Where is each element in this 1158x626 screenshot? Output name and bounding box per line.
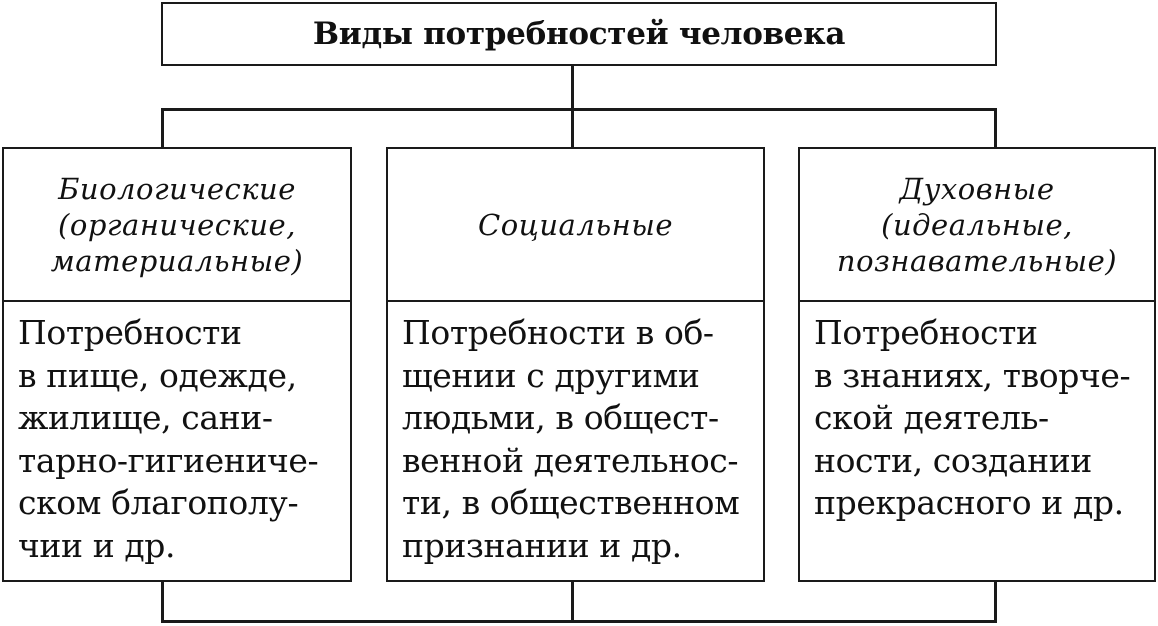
connector-left-drop — [161, 108, 164, 148]
category-biological-heading-line: Биологические — [58, 171, 296, 206]
category-social-heading-line: Социальные — [478, 207, 673, 242]
connector-bottom-middle-stem — [571, 580, 574, 622]
category-social-description-line: Потребности в об- — [402, 313, 714, 352]
diagram-title: Виды потребностей человека — [312, 16, 846, 52]
category-biological-description-line: тарно-гигиениче- — [18, 440, 319, 480]
category-spiritual-description-line: ности, создании — [814, 440, 1092, 480]
connector-bottom-right-stem — [994, 580, 997, 622]
category-biological-description-line: Потребности — [18, 313, 242, 352]
category-spiritual-description-box — [798, 300, 1156, 582]
category-spiritual-description-line: прекрасного и др. — [814, 483, 1124, 522]
connector-right-drop — [994, 108, 997, 148]
category-biological-description-line: жилище, сани- — [18, 398, 273, 437]
category-biological-heading-line: (органические, — [58, 207, 296, 242]
connector-bottom-bar — [161, 620, 997, 623]
category-social-description-line: признании и др. — [402, 525, 682, 565]
category-social-description-line: щении с другими — [402, 355, 700, 395]
category-biological-description-box — [2, 300, 352, 582]
category-social-description-box — [386, 300, 765, 582]
category-social-description-line: людьми, в общест- — [402, 398, 719, 437]
connector-title-stem — [571, 66, 574, 110]
category-biological-heading-line: материальные) — [50, 243, 304, 278]
category-spiritual-description-line: ской деятель- — [814, 398, 1049, 437]
category-social-description-line: ти, в общественном — [402, 483, 740, 522]
connector-bottom-left-stem — [161, 580, 164, 622]
category-biological-description-line: в пище, одежде, — [18, 355, 297, 395]
category-spiritual-heading-line: Духовные — [899, 171, 1055, 206]
category-biological-heading-box — [2, 147, 352, 302]
category-biological-description-line: ском благополу- — [18, 483, 299, 522]
connector-top-bar — [161, 108, 997, 111]
category-spiritual-heading-line: (идеальные, — [881, 207, 1073, 242]
diagram-title-box — [161, 2, 997, 66]
category-spiritual-description-line: Потребности — [814, 313, 1038, 352]
category-spiritual-heading-box — [798, 147, 1156, 302]
category-spiritual-heading-line: познавательные) — [836, 243, 1118, 278]
connector-middle-drop — [571, 108, 574, 148]
category-spiritual-description-line: в знаниях, творче- — [814, 355, 1131, 395]
category-social-description-line: венной деятельнос- — [402, 440, 739, 480]
category-social-heading-box — [386, 147, 765, 302]
category-biological-description-line: чии и др. — [18, 525, 176, 565]
